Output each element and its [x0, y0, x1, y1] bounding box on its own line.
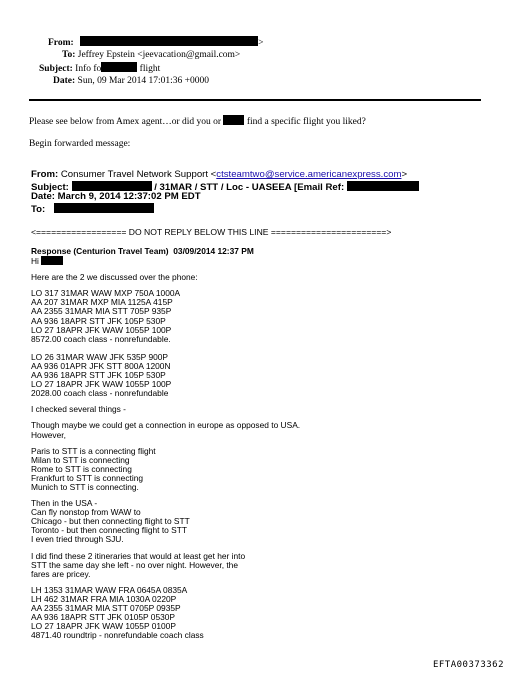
itinerary-line: LO 27 18APR JFK WAW 1055P 100P — [31, 324, 172, 335]
redaction-bar — [223, 115, 244, 125]
header-date-row — [53, 75, 209, 87]
itinerary-line: AA 936 18APR STT JFK 105P 530P — [31, 315, 166, 326]
redaction-bar — [41, 256, 63, 265]
response-heading: Response (Centurion Travel Team) 03/09/2014 12:37 PM — [31, 246, 254, 256]
itinerary-line: LO 27 18APR JFK WAW 1055P 100P — [31, 379, 172, 390]
paragraph-line: Chicago - but then connecting flight to STT — [31, 516, 190, 527]
connection-line: Frankfurt to STT is connecting — [31, 472, 144, 483]
paragraph-line: However, — [31, 429, 66, 440]
forward-to-label: To: — [31, 204, 46, 215]
forward-date-row — [31, 192, 201, 203]
date-value: Sun, 09 Mar 2014 17:01:36 +0000 — [77, 76, 210, 86]
paragraph-line: STT the same day she left - no over night. However, the — [31, 559, 238, 570]
header-subject-row — [39, 62, 160, 75]
header-from-row — [48, 36, 263, 49]
itinerary-line: AA 2355 31MAR MIA STT 705P 935P — [31, 306, 172, 317]
greeting-row — [31, 256, 300, 266]
do-not-reply-divider: <================== DO NOT REPLY BELOW THIS LINE =======================> — [31, 227, 392, 237]
itinerary-2 — [31, 353, 300, 398]
response-body — [31, 247, 300, 640]
paragraph-line: Toronto - but then connecting flight to STT — [31, 525, 187, 536]
itinerary-3 — [31, 586, 300, 641]
redaction-bar — [101, 62, 137, 72]
from-label: From: — [48, 38, 74, 48]
intro-question-start: Please see below from Amex agent…or did you or — [29, 117, 222, 127]
connection-line: Paris to STT is a connecting flight — [31, 445, 156, 456]
from-suffix: > — [258, 38, 264, 48]
paragraph-line: Then in the USA - — [31, 498, 98, 509]
bates-number: EFTA00373362 — [432, 660, 504, 670]
redaction-bar — [347, 181, 419, 191]
itinerary-line: AA 936 01APR JFK STT 800A 1200N — [31, 360, 171, 371]
sender-email-link[interactable]: ctsteamtwo@service.americanexpress.com — [216, 169, 402, 180]
greeting: Hi — [31, 256, 39, 267]
forward-from-value: Consumer Travel Network Support < — [58, 169, 217, 180]
forward-subject-label: Subject: — [31, 182, 69, 193]
forward-subject-value: / 31MAR / STT / Loc - UASEEA [Email Ref: — [154, 182, 345, 193]
itinerary-price: 2028.00 coach class - nonrefundable — [31, 388, 169, 399]
intro-question — [29, 115, 366, 128]
subject-label: Subject: — [39, 64, 73, 74]
connections-list — [31, 447, 300, 492]
intro-question-end: find a specific flight you liked? — [246, 117, 366, 127]
subject-prefix: Info fo — [75, 64, 102, 74]
paragraph-line: fares are pricey. — [31, 568, 91, 579]
connection-line: Munich to STT is connecting. — [31, 481, 139, 492]
paragraph-line: Though maybe we could get a connection in europe as opposed to USA. — [31, 420, 301, 431]
itinerary-line: AA 2355 31MAR MIA STT 0705P 0935P — [31, 603, 181, 613]
found-paragraph — [31, 552, 300, 579]
itinerary-line: LO 317 31MAR WAW MXP 750A 1000A — [31, 288, 181, 299]
usa-paragraph — [31, 499, 300, 544]
header-to-row — [62, 49, 240, 61]
checked-paragraph: I checked several things - — [31, 404, 126, 415]
paragraph-line: Can fly nonstop from WAW to — [31, 507, 141, 518]
date-label: Date: — [53, 76, 76, 86]
forward-from-row — [31, 170, 407, 181]
itinerary-line: AA 207 31MAR MXP MIA 1125A 415P — [31, 297, 173, 308]
redaction-bar — [72, 181, 152, 191]
forward-from-close: > — [401, 169, 408, 180]
redaction-bar — [80, 36, 258, 46]
redaction-bar — [54, 203, 154, 213]
itinerary-1 — [31, 289, 300, 344]
itinerary-line: AA 936 18APR STT JFK 0105P 0530P — [31, 612, 176, 623]
to-value: Jeffrey Epstein <jeevacation@gmail.com> — [77, 50, 241, 60]
forward-to-row — [31, 203, 154, 216]
paragraph-line: I did find these 2 itineraries that would at least get her into — [31, 550, 246, 561]
forward-date-label: Date: — [31, 191, 55, 202]
connection-line: Milan to STT is connecting — [31, 454, 130, 465]
itinerary-line: LO 27 18APR JFK WAW 1055P 0100P — [31, 621, 176, 632]
begin-forwarded: Begin forwarded message: — [29, 139, 131, 149]
forward-from-label: From: — [31, 169, 59, 180]
subject-suffix: flight — [137, 64, 161, 74]
paragraph-line: I even tried through SJU. — [31, 534, 124, 545]
itinerary-line: LH 1353 31MAR WAW FRA 0645A 0835A — [31, 584, 188, 595]
europe-paragraph — [31, 421, 300, 439]
itinerary-price: 8572.00 coach class - nonrefundable. — [31, 333, 171, 344]
header-divider — [29, 99, 481, 101]
phone-intro: Here are the 2 we discussed over the phone: — [31, 272, 198, 283]
connection-line: Rome to STT is connecting — [31, 463, 132, 474]
forward-date-value: March 9, 2014 12:37:02 PM EDT — [57, 191, 201, 202]
itinerary-line: AA 936 18APR STT JFK 105P 530P — [31, 370, 166, 381]
itinerary-price: 4871.40 roundtrip - nonrefundable coach class — [31, 630, 204, 641]
itinerary-line: LH 462 31MAR FRA MIA 1030A 0220P — [31, 593, 177, 604]
to-label: To: — [62, 50, 76, 60]
itinerary-line: LO 26 31MAR WAW JFK 535P 900P — [31, 351, 169, 362]
